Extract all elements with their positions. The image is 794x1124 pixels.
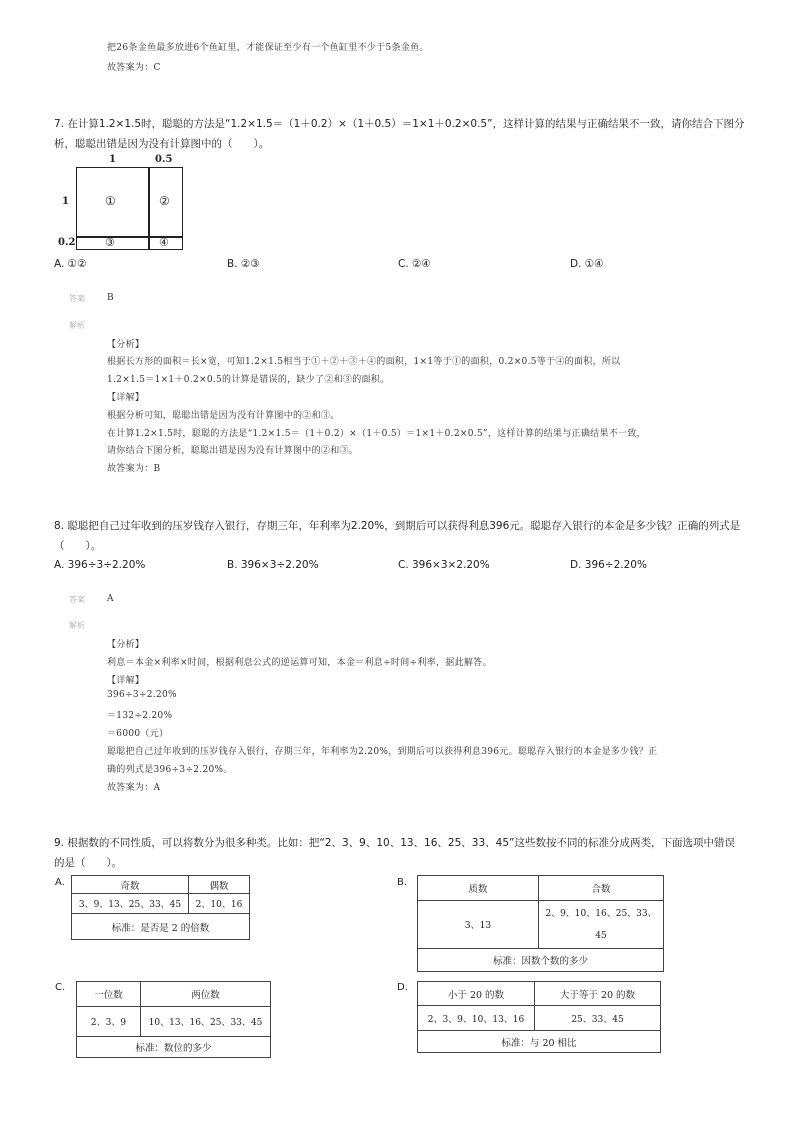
table-cell-two-digit-values: 10、13、16、25、33、45 <box>141 1007 271 1037</box>
q8-option-a[interactable]: A. 396÷3÷2.20% <box>54 559 146 571</box>
q8-text-line2: （ ）。 <box>54 540 102 552</box>
q7-option-d[interactable]: D. ①④ <box>570 258 604 270</box>
q8-analysis-line: 聪聪把自己过年收到的压岁钱存入银行，存期三年，年利率为2.20%，到期后可以获得利息396元。聪聪存入银行的本金是多少钱？正 <box>107 747 658 757</box>
q8-analysis-line: 确的列式是396÷3÷2.20%。 <box>107 765 233 775</box>
q7-analysis-label: 解析 <box>69 321 85 330</box>
q7-text-line1: 7. 在计算1.2×1.5时，聪聪的方法是“1.2×1.5＝（1＋0.2）×（1＋0.5）＝1×1＋0.2×0.5”，这样计算的结果与正确结果不一致，请你结合下图分 <box>54 118 745 130</box>
table-cell-odd-values: 3、9、13、25、33、45 <box>72 894 189 914</box>
table-cell-at-least-20-values: 25、33、45 <box>535 1006 661 1031</box>
q9-option-d-letter[interactable]: D. <box>397 982 408 993</box>
table-header-composite: 合数 <box>539 876 664 901</box>
q7-text-line2: 析，聪聪出错是因为没有计算图中的（ ）。 <box>54 138 270 150</box>
figure-left-label-2: 0.2 <box>58 237 76 248</box>
figure-top-label-1: 1 <box>109 154 116 165</box>
q8-analysis-line: 【分析】 <box>107 640 145 650</box>
q8-answer-label: 答案 <box>69 595 85 604</box>
q7-analysis-line: 1.2×1.5＝1×1＋0.2×0.5的计算是错误的，缺少了②和③的面积。 <box>107 375 390 385</box>
q7-option-b[interactable]: B. ②③ <box>227 258 260 270</box>
q7-analysis-line: 请你结合下图分析，聪聪出错是因为没有计算图中的②和③。 <box>107 446 359 456</box>
table-header-less-than-20: 小于 20 的数 <box>418 982 535 1006</box>
q7-analysis-line: 根据分析可知，聪聪出错是因为没有计算图中的②和③。 <box>107 411 340 421</box>
table-cell-one-digit-values: 2、3、9 <box>77 1007 141 1037</box>
q8-option-b[interactable]: B. 396×3÷2.20% <box>227 559 319 571</box>
region-3: ③ <box>105 236 115 249</box>
table-cell-composite-values <box>539 901 664 949</box>
q8-analysis-line: ＝132÷2.20% <box>107 711 173 721</box>
q7-analysis-line: 故答案为：B <box>107 464 161 474</box>
table-header-even: 偶数 <box>189 876 250 894</box>
figure-left-label-1: 1 <box>62 196 69 207</box>
q8-option-c[interactable]: C. 396×3×2.20% <box>398 559 490 571</box>
region-2: ② <box>159 194 170 208</box>
table-standard: 标准：与 20 相比 <box>418 1031 661 1053</box>
q7-answer-label: 答案 <box>69 294 85 303</box>
q9-option-b-letter[interactable]: B. <box>397 877 408 888</box>
table-standard: 标准：因数个数的多少 <box>418 949 664 972</box>
q8-analysis-line: 396÷3÷2.20% <box>107 690 177 700</box>
table-header-odd: 奇数 <box>72 876 189 894</box>
q7-option-c[interactable]: C. ②④ <box>398 258 431 270</box>
composite-values-line1: 2、9、10、16、25、33、 <box>545 908 657 919</box>
table-header-one-digit: 一位数 <box>77 982 141 1007</box>
table-header-two-digit: 两位数 <box>141 982 271 1007</box>
q8-analysis-line: 故答案为：A <box>107 783 161 793</box>
q8-analysis-line: 利息＝本金×利率×时间，根据利息公式的逆运算可知，本金＝利息÷时间÷利率，据此解答。 <box>107 658 492 668</box>
table-cell-even-values: 2、10、16 <box>189 894 250 914</box>
q7-analysis-line: 在计算1.2×1.5时，聪聪的方法是“1.2×1.5＝（1＋0.2）×（1＋0.5）＝1×1＋0.2×0.5”，这样计算的结果与正确结果不一致， <box>107 429 646 439</box>
q9-option-a-table[interactable] <box>71 875 250 940</box>
composite-values-line2: 45 <box>595 930 607 941</box>
q9-option-c-letter[interactable]: C. <box>55 982 66 993</box>
table-cell-less-than-20-values: 2、3、9、10、13、16 <box>418 1006 535 1031</box>
q8-option-d[interactable]: D. 396÷2.20% <box>570 559 647 571</box>
prev-explanation-line: 把26条金鱼最多放进6个鱼缸里，才能保证至少有一个鱼缸里不少于5条金鱼。 <box>107 43 429 53</box>
q9-option-a-letter[interactable]: A. <box>55 877 65 888</box>
region-4: ④ <box>159 236 169 249</box>
q7-answer-value: B <box>107 293 114 303</box>
q7-analysis-line: 【详解】 <box>107 393 145 403</box>
table-standard: 标准：是否是 2 的倍数 <box>72 914 250 940</box>
q8-analysis-line: 【详解】 <box>107 676 145 686</box>
q8-text-line1: 8. 聪聪把自己过年收到的压岁钱存入银行，存期三年，年利率为2.20%，到期后可以获得利息396元。聪聪存入银行的本金是多少钱？正确的列式是 <box>54 520 741 532</box>
q8-answer-value: A <box>107 594 114 604</box>
region-1: ① <box>105 194 116 208</box>
table-header-prime: 质数 <box>418 876 539 901</box>
table-cell-prime-values: 3、13 <box>418 901 539 949</box>
q7-analysis-line: 【分析】 <box>107 340 145 350</box>
q9-option-c-table[interactable] <box>76 981 271 1058</box>
q7-analysis-line: 根据长方形的面积＝长×宽，可知1.2×1.5相当于①＋②＋③＋④的面积，1×1等于①的面积，0.2×0.5等于④的面积，所以 <box>107 357 621 367</box>
q9-text-line1: 9. 根据数的不同性质，可以将数分为很多种类。比如：把“2、3、9、10、13、16、25、33、45”这些数按不同的标准分成两类，下面选项中错误 <box>54 837 735 849</box>
table-standard: 标准：数位的多少 <box>77 1037 271 1058</box>
q7-option-a[interactable]: A. ①② <box>54 258 87 270</box>
figure-top-label-2: 0.5 <box>155 154 173 165</box>
q8-analysis-line: ＝6000（元） <box>107 729 169 739</box>
q8-analysis-label: 解析 <box>69 621 85 630</box>
table-header-at-least-20: 大于等于 20 的数 <box>535 982 661 1006</box>
prev-answer-line: 故答案为：C <box>107 63 161 73</box>
q9-text-line2: 的是（ ）。 <box>54 857 123 869</box>
q9-option-b-table[interactable] <box>417 875 664 972</box>
q9-option-d-table[interactable] <box>417 981 661 1053</box>
figure-vertical-divider <box>148 167 150 250</box>
